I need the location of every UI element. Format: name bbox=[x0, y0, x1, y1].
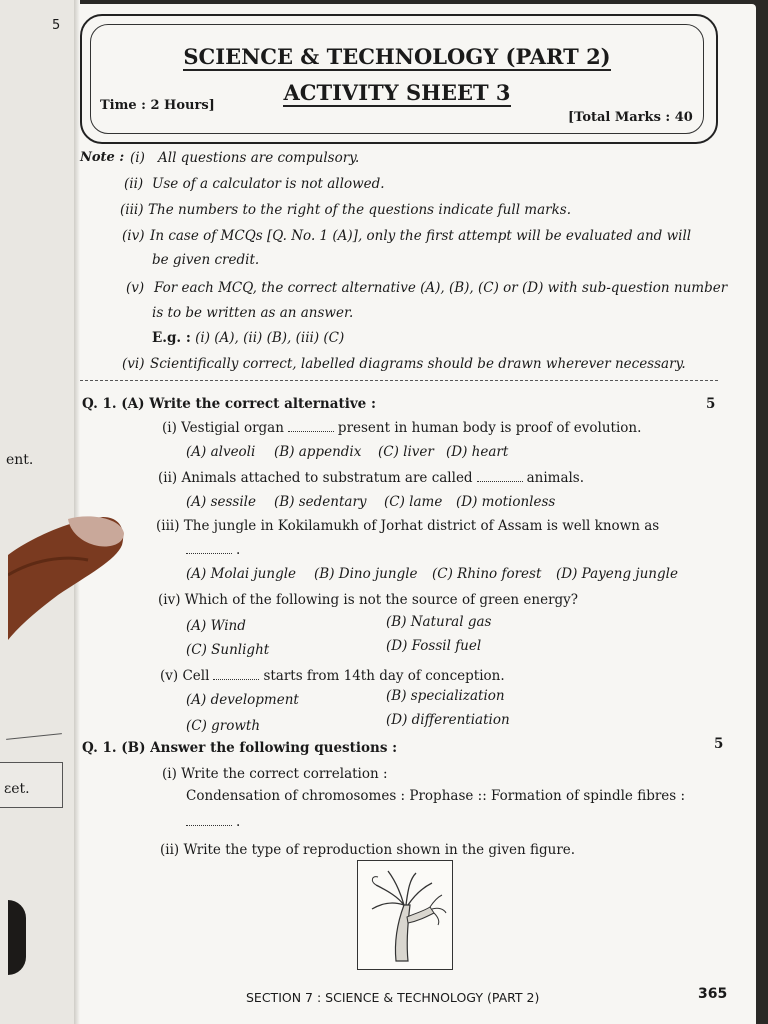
q1b-question-i: (i) Write the correct correlation : bbox=[162, 766, 388, 782]
option: (C) growth bbox=[186, 718, 261, 734]
hydra-figure bbox=[357, 860, 453, 970]
option: (B) appendix bbox=[274, 444, 362, 460]
option: (C) Rhino forest bbox=[432, 566, 542, 582]
note-item: (vi) Scientifically correct, labelled diagrams should be drawn wherever necessary. bbox=[122, 356, 686, 372]
question-iii-blank: . bbox=[186, 542, 240, 558]
time-allowed: Time : 2 Hours] bbox=[100, 98, 215, 113]
option: (D) differentiation bbox=[386, 712, 510, 728]
q1b-heading: Q. 1. (B) Answer the following questions : bbox=[82, 740, 398, 756]
note-item: (iii) The numbers to the right of the questions indicate full marks. bbox=[120, 202, 572, 218]
left-page-box-fragment: ɛet. bbox=[4, 781, 30, 797]
question-iii: (iii) The jungle in Kokilamukh of Jorhat district of Assam is well known as bbox=[156, 518, 660, 534]
q1b-correlation: Condensation of chromosomes : Prophase :: Formation of spindle fibres : bbox=[186, 788, 686, 804]
q1b-blank: . bbox=[186, 814, 240, 830]
option: (B) Natural gas bbox=[386, 614, 492, 630]
option: (B) Dino jungle bbox=[314, 566, 418, 582]
note-item: (i) All questions are compulsory. bbox=[130, 150, 360, 166]
q1a-heading: Q. 1. (A) Write the correct alternative : bbox=[82, 396, 376, 412]
option: (C) lame bbox=[384, 494, 443, 510]
question-v: (v) Cell starts from 14th day of conception. bbox=[160, 668, 505, 684]
option: (A) sessile bbox=[186, 494, 256, 510]
finger-image bbox=[8, 515, 126, 640]
option: (A) development bbox=[186, 692, 299, 708]
option: (A) Molai jungle bbox=[186, 566, 297, 582]
option: (A) Wind bbox=[186, 618, 246, 634]
option: (D) Fossil fuel bbox=[386, 638, 482, 654]
section-divider bbox=[80, 380, 718, 381]
option: (A) alveoli bbox=[186, 444, 256, 460]
question-iv: (iv) Which of the following is not the source of green energy? bbox=[158, 592, 579, 608]
total-marks: [Total Marks : 40 bbox=[568, 110, 693, 125]
left-page-marker: 5 bbox=[52, 18, 61, 33]
q1a-marks: 5 bbox=[706, 396, 716, 412]
option: (B) sedentary bbox=[274, 494, 367, 510]
note-example: E.g. : (i) (A), (ii) (B), (iii) (C) bbox=[152, 330, 345, 346]
worksheet-subtitle: ACTIVITY SHEET 3 bbox=[283, 80, 511, 105]
hydra-budding-illustration bbox=[358, 861, 452, 969]
q1b-marks: 5 bbox=[714, 736, 724, 752]
footer-section-label: SECTION 7 : SCIENCE & TECHNOLOGY (PART 2) bbox=[246, 990, 540, 1005]
worksheet-title: SCIENCE & TECHNOLOGY (PART 2) bbox=[183, 44, 611, 69]
option: (D) Payeng jungle bbox=[556, 566, 678, 582]
note-label: Note : bbox=[80, 150, 125, 165]
note-item: is to be written as an answer. bbox=[152, 305, 354, 321]
page-number: 365 bbox=[698, 986, 728, 1002]
option: (C) liver bbox=[378, 444, 434, 460]
left-page-fragment: ent. bbox=[6, 452, 34, 468]
question-ii: (ii) Animals attached to substratum are called animals. bbox=[158, 470, 585, 486]
note-item: (iv) In case of MCQs [Q. No. 1 (A)], only the first attempt will be evaluated and will bbox=[122, 228, 692, 244]
left-page-rule bbox=[6, 733, 62, 740]
left-page-margin bbox=[0, 0, 74, 1024]
note-item: (ii) Use of a calculator is not allowed. bbox=[124, 176, 385, 192]
note-item: be given credit. bbox=[152, 252, 260, 268]
note-item: (v) For each MCQ, the correct alternative (A), (B), (C) or (D) with sub-question number bbox=[126, 280, 728, 296]
option: (D) heart bbox=[446, 444, 509, 460]
option: (C) Sunlight bbox=[186, 642, 270, 658]
option: (D) motionless bbox=[456, 494, 556, 510]
left-page-box bbox=[0, 762, 63, 808]
clip-shadow bbox=[8, 900, 26, 975]
option: (B) specialization bbox=[386, 688, 505, 704]
q1b-question-ii: (ii) Write the type of reproduction shown in the given figure. bbox=[160, 842, 576, 858]
question-i: (i) Vestigial organ present in human body is proof of evolution. bbox=[162, 420, 642, 436]
